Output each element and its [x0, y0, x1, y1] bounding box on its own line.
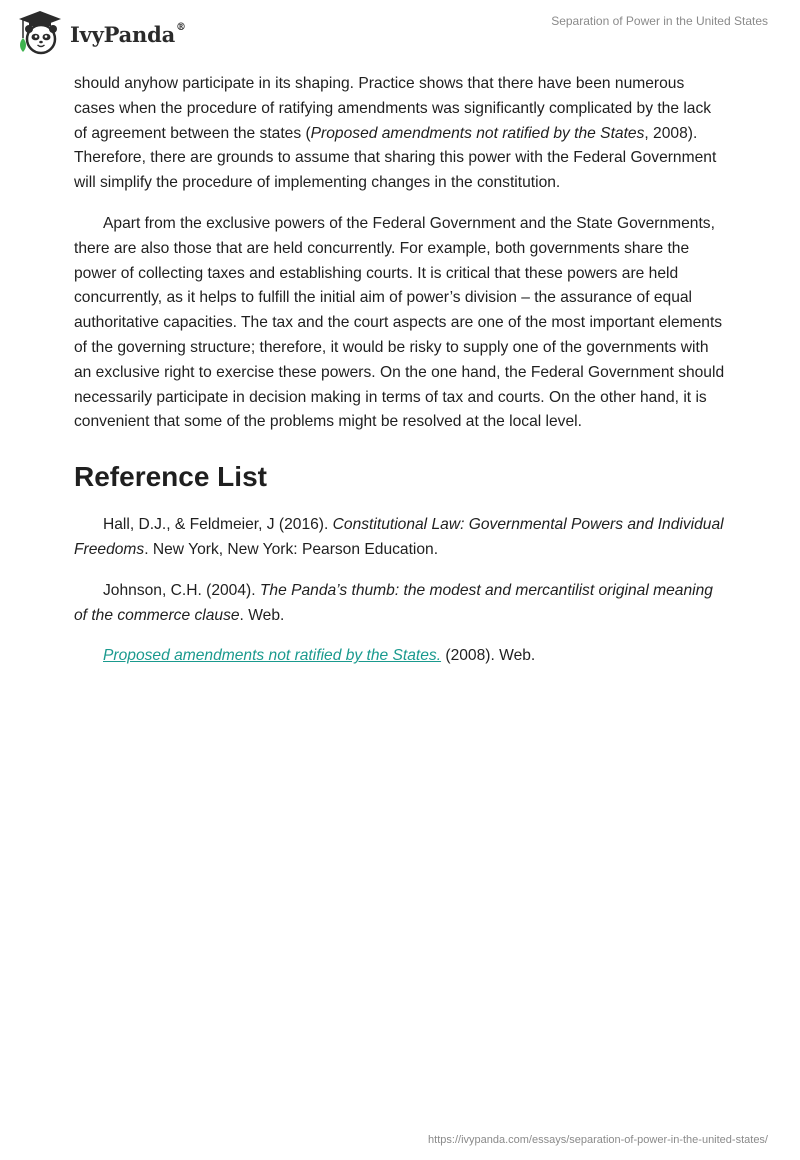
- reference-item: Proposed amendments not ratified by the States. (2008). Web.: [103, 647, 536, 665]
- panda-graduate-icon: [16, 8, 64, 56]
- reference-list: [74, 513, 726, 669]
- reference-item: Johnson, C.H. (2004). The Panda’s thumb: the modest and mercantilist original meaning of the commerce clause. Web.: [74, 581, 713, 624]
- reference-link[interactable]: Proposed amendments not ratified by the States.: [103, 647, 442, 665]
- footer-url: https://ivypanda.com/essays/separation-of-power-in-the-united-states/: [428, 1134, 768, 1146]
- brand-name: IvyPanda®: [70, 21, 186, 47]
- essay-content: [74, 72, 726, 685]
- document-title: Separation of Power in the United States: [551, 14, 768, 28]
- page-header: [0, 0, 800, 64]
- paragraph-continuation: should anyhow participate in its shaping. Practice shows that there have been numerous cases when the procedure of ratifying amendments was significantly complicated by the lack of agreement between the states (Proposed amendments not ratified by the States, 2008). Therefore, there are grounds to assume that sharing this power with the Federal Government will simplify the procedure of implementing changes in the constitution.: [74, 75, 717, 192]
- paragraph-concurrent-powers: Apart from the exclusive powers of the Federal Government and the State Governments, there are also those that are held concurrently. For example, both governments share the power of collecting taxes and establishing courts. It is critical that these powers are held concurrently, as it helps to fulfill the initial aim of power’s division – the assurance of equal authoritative capacities. The tax and the court aspects are one of the most important elements of the governing structure; therefore, it would be risky to supply one of the governments with an exclusive right to exercise these powers. On the one hand, the Federal Government should necessarily participate in decision making in terms of tax and courts. On the other hand, it is convenient that some of the problems might be resolved at the local level.: [74, 214, 725, 431]
- ivypanda-logo[interactable]: [16, 8, 186, 56]
- reference-list-heading: Reference List: [74, 461, 267, 493]
- reference-item: Hall, D.J., & Feldmeier, J (2016). Constitutional Law: Governmental Powers and Individual Freedoms. New York, New York: Pearson Education.: [74, 516, 724, 558]
